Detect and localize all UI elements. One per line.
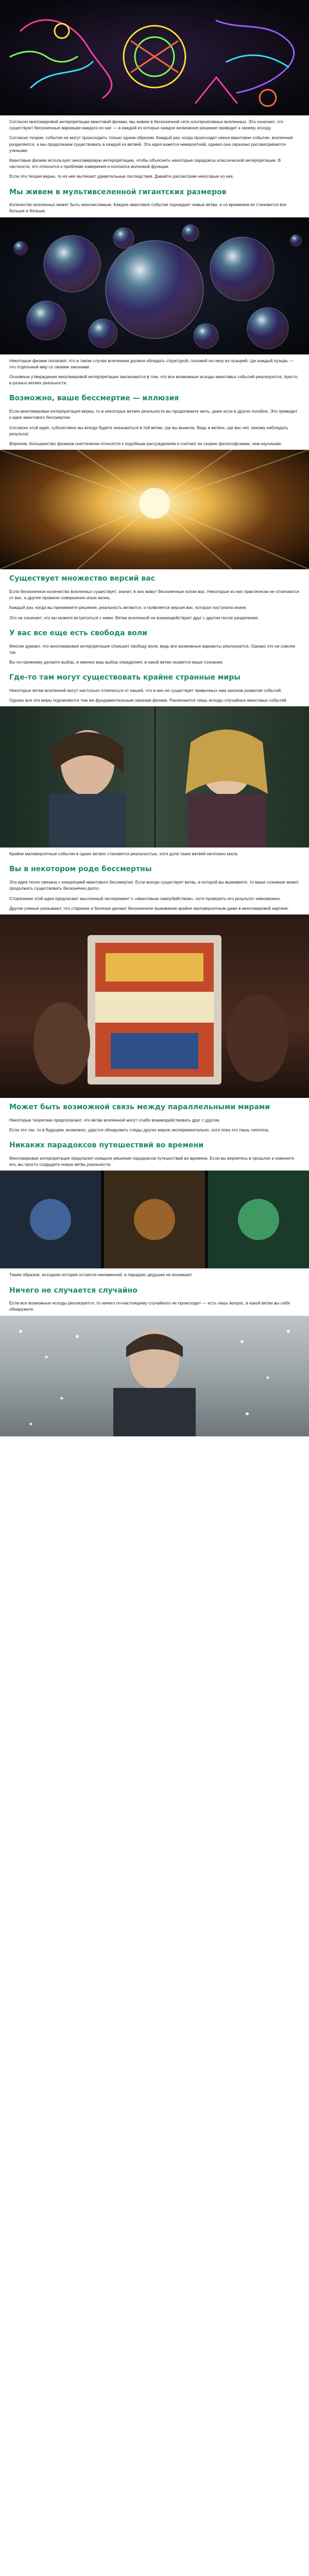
section-paragraph: Некоторые теоретики предполагают, что ветви вселенной могут слабо взаимодействовать друг с другом. (9, 1117, 220, 1123)
section-body (0, 640, 309, 669)
section-paragraph: Другие ученые указывают, что старение и болезни делают бесконечное выживание крайне маловероятным даже в многомировой картине. (9, 905, 289, 911)
figure-man-in-snow (0, 1316, 309, 1436)
section-paragraph: Многие думают, что многомировая интерпретация отрицает свободу воли, ведь все возможные варианты реализуются. Однако это не совсем так. (9, 643, 295, 655)
section-paragraph: Однако все эти миры подчиняются тем же фундаментальным законам физики. Различаются лишь исходы случайных квантовых событий. (9, 698, 287, 703)
bubble-universes-illustration (0, 217, 309, 354)
figure-light-glow (0, 450, 309, 569)
section-body (0, 684, 309, 706)
section-paragraph: Согласно этой идее, субъективно вы всегда будете оказываться в той ветви, где вы выжили. Ведь в ветвях, где вас нет, некому наблюдать результат. (9, 425, 288, 436)
intro-paragraph: Согласно многомировой интерпретации квантовой физики, мы живем в бесконечной сети альтернативных вселенных. Это означает, что существуют бесконечные вариации каждого из нас — в каждой из которых каждое возможное решение приводит к своему исходу. (9, 119, 284, 131)
section-heading: Может быть возможной связь между параллельными мирами (9, 1103, 270, 1111)
section-paragraph: Эта идея тесно связана с концепцией квантового бессмертия. Если всегда существует ветвь, в которой вы выживаете, то ваше сознание может продолжать существовать бесконечно долго. (9, 879, 299, 891)
intro-paragraph: Если эта теория верна, то из нее вытекают удивительные последствия. Давайте рассмотрим некоторые из них. (9, 174, 234, 179)
section-heading: Никаких парадоксов путешествий во времени (9, 1141, 204, 1150)
section-heading: Ничего не случается случайно (9, 1286, 138, 1295)
almanac-book-illustration (0, 914, 309, 1098)
section-paragraph: Это не означает, что вы можете встретиться с ними. Ветви вселенной не взаимодействуют друг с другом после разделения. (9, 615, 259, 620)
section-body (0, 1268, 309, 1281)
figure-bubbles (0, 217, 309, 354)
section-body (0, 848, 309, 860)
two-people-photo-illustration (0, 706, 309, 848)
section-paragraph: Некоторые физики полагают, что в таком случае вселенная должна обладать структурой, похожей на пену из пузырей, где каждый пузырь — это отдельный мир со своими законами. (9, 358, 294, 369)
intro-paragraph: Квантовые физики используют многомировую интерпретацию, чтобы объяснить некоторые парадоксы классической интерпретации. В частности, это относится к проблеме измерения и коллапса волновой функции. (9, 157, 281, 170)
game-scene-illustration (0, 1171, 309, 1268)
section-body (0, 1297, 309, 1315)
section-paragraph: Вы по-прежнему делаете выбор, и именно ваш выбор определяет, в какой ветви окажется ваше сознание. (9, 659, 224, 665)
section-heading: Мы живем в мультивселенной гигантских размеров (9, 188, 227, 196)
section-body (0, 876, 309, 914)
section-paragraph: Таким образом, исходная история остается неизменной, и парадокс дедушки не возникает. (9, 1272, 193, 1278)
section-body (0, 1114, 309, 1136)
section-heading: Где-то там могут существовать крайне странные миры (9, 673, 241, 682)
section-paragraph: Если многомировая интерпретация верна, то в некоторых ветвях реальности вы продолжаете жить, даже если в других погибли. Это приводит к идее квантового бессмертия. (9, 409, 298, 420)
section-body (0, 198, 309, 217)
neon-doodles-illustration (0, 0, 309, 115)
intro-paragraph: Согласно теории, события не могут происходить только одним образом. Каждый раз, когда происходит некое квантовое событие, вселенная разделяется, а мы продолжаем существовать в каждой из ветвей. Эта идея кажется невероятной, однако она серьезно рассматривается учеными. (9, 135, 293, 153)
section-paragraph: Сторонники этой идеи предлагают мысленный эксперимент с «квантовым самоубийством», хотя проверить его результат невозможно. (9, 895, 281, 901)
section-heading: Существует множество версий вас (9, 574, 155, 583)
section-paragraph: Крайне маловероятные события в одних ветвях становятся реальностью, хотя доля таких ветвей ничтожно мала. (9, 851, 238, 857)
figure-neon-drawings (0, 0, 309, 115)
section-heading: Возможно, ваше бессмертие — иллюзия (9, 394, 179, 403)
section-heading: У вас все еще есть свобода воли (9, 629, 147, 637)
section-paragraph: Некоторые ветви вселенной могут настолько отличаться от нашей, что в них не существует привычных нам законов развития событий. (9, 687, 282, 693)
section-paragraph: Каждый раз, когда вы принимаете решение, реальность ветвится, и появляется версия вас, которая поступила иначе. (9, 605, 247, 611)
section-body (0, 354, 309, 389)
section-paragraph: Впрочем, большинство физиков скептически относятся к подобным рассуждениям и считают их скорее философскими, чем научными. (9, 440, 282, 446)
section-body (0, 1152, 309, 1171)
figure-sports-almanac (0, 914, 309, 1098)
section-paragraph: Многомировая интерпретация предлагает изящное решение парадоксов путешествий во времени. Если вы вернетесь в прошлое и измените его, вы просто создадите новую ветвь реальности. (9, 1155, 295, 1167)
section-paragraph: Если бесконечное количество вселенных существует, значит, в них живут бесконечные копии вас. Некоторые из них практически не отличаются от вас, а другие прожили совершенно иную жизнь. (9, 588, 299, 601)
section-paragraph: Если все возможные исходы реализуются, то ничего по-настоящему случайного не происходит — есть лишь вопрос, в какой ветви вы себя обнаружите. (9, 1300, 290, 1312)
section-heading: Вы в некотором роде бессмертны (9, 865, 152, 874)
figure-game-scene (0, 1171, 309, 1268)
section-paragraph: Основные утверждения многомировой интерпретации заключаются в том, что все возможные исходы квантовых событий реализуются, просто в разных ветвях реальности. (9, 374, 298, 386)
intro-text (0, 115, 309, 183)
light-tunnel-illustration (0, 450, 309, 569)
section-paragraph: Количество вселенных может быть неисчислимым. Каждое квантовое событие порождает новые ветви, и со временем их становится все больше и больше. (9, 202, 287, 214)
section-body (0, 405, 309, 450)
section-paragraph: Если это так, то в будущем, возможно, удастся обнаружить следы других миров экспериментально, хотя пока это лишь гипотеза. (9, 1127, 269, 1132)
man-in-snow-illustration (0, 1316, 309, 1436)
figure-two-people (0, 706, 309, 848)
section-body (0, 585, 309, 624)
